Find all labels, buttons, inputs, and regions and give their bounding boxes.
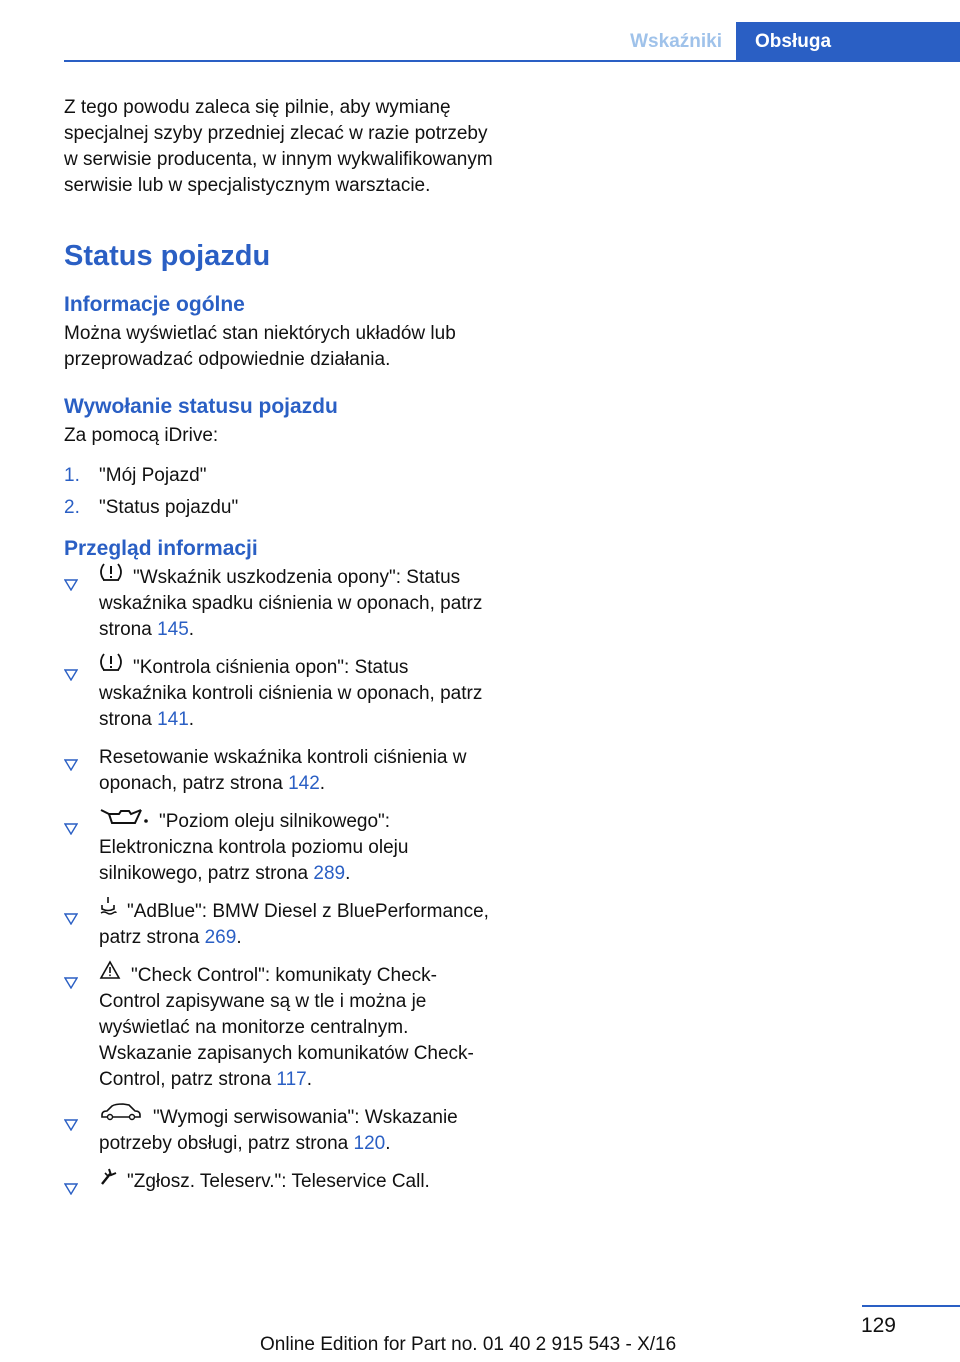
overview-item-end: . <box>236 927 242 949</box>
overview-item-text: "Check Control": komunikaty Check-Control zapisywane są w tle i można je wyświetlać na monitorze centralnym. Wskazanie zapisanych komunikatów Check-Control, patrz strona <box>99 965 474 1091</box>
page-reference-link[interactable]: 269 <box>204 927 237 949</box>
overview-item-text: "Kontrola ciśnienia opon": Status wskaźnika kontroli ciśnienia w oponach, patrz strona <box>99 657 483 731</box>
overview-heading: Przegląd informacji <box>64 537 258 560</box>
page-header <box>64 22 960 62</box>
tab-obsluga[interactable] <box>736 22 960 62</box>
warning-triangle-icon <box>99 960 121 988</box>
adblue-icon <box>99 895 117 925</box>
intro-paragraph: Z tego powodu zaleca się pilnie, aby wymianę specjalnej szyby przedniej zlecać w razie potrzeby w serwisie producenta, w innym wykwalifikowanym serwisie lub w specjalistycznym warsztacie. <box>64 97 493 196</box>
overview-item <box>64 963 494 1093</box>
bullet-triangle-icon <box>64 573 78 585</box>
step-text: "Status pojazdu" <box>99 497 239 518</box>
overview-item <box>64 1169 494 1195</box>
header-rule <box>64 60 960 62</box>
overview-item <box>64 1105 494 1157</box>
page-reference-link[interactable]: 145 <box>157 619 189 641</box>
section-title: Status pojazdu <box>64 240 271 272</box>
service-car-icon <box>99 1102 143 1130</box>
step-text: "Mój Pojazd" <box>99 465 207 486</box>
page-reference-link[interactable]: 289 <box>313 863 346 885</box>
overview-item-end: . <box>306 1069 312 1091</box>
overview-item-text: "Zgłosz. Teleserv.": Teleservice Call. <box>127 1171 430 1193</box>
overview-item-end: . <box>319 773 326 795</box>
overview-item <box>64 809 494 887</box>
call-status-heading: Wywołanie statusu pojazdu <box>64 395 338 418</box>
bullet-triangle-icon <box>64 971 78 983</box>
step-item <box>64 463 494 489</box>
oil-can-icon <box>99 805 149 835</box>
overview-list <box>64 565 494 1195</box>
page-number: 129 <box>860 1314 896 1337</box>
overview-item-text: Resetowanie wskaźnika kontroli ciśnienia w oponach, patrz strona <box>99 747 467 795</box>
page-content <box>64 95 494 1215</box>
tire-pressure-warning-icon <box>99 561 123 591</box>
bullet-triangle-icon <box>64 907 78 919</box>
tab-wskazniki[interactable]: Wskaźniki <box>630 31 722 52</box>
general-heading: Informacje ogólne <box>64 293 245 316</box>
overview-item-text: "Wskaźnik uszkodzenia opony": Status wskaźnika spadku ciśnienia w oponach, patrz strona <box>99 567 483 641</box>
bullet-triangle-icon <box>64 753 78 765</box>
wrench-icon <box>99 1166 117 1194</box>
overview-item-end: . <box>188 709 195 731</box>
overview-item <box>64 655 494 733</box>
overview-item-end: . <box>385 1133 391 1155</box>
overview-item-text: "Wymogi serwisowania": Wskazanie potrzeby obsługi, patrz strona <box>99 1107 458 1155</box>
step-number: 1. <box>64 465 80 486</box>
overview-item-text: "AdBlue": BMW Diesel z BluePerformance, patrz strona <box>99 901 489 949</box>
step-number: 2. <box>64 497 80 518</box>
overview-item <box>64 899 494 951</box>
page-reference-link[interactable]: 117 <box>276 1069 307 1091</box>
overview-item-end: . <box>188 619 195 641</box>
page-reference-link[interactable]: 141 <box>157 709 189 731</box>
page-reference-link[interactable]: 142 <box>288 773 320 795</box>
bullet-triangle-icon <box>64 1177 78 1189</box>
edition-text: Online Edition for Part no. 01 40 2 915 543 - X/16 <box>260 1334 677 1355</box>
bullet-triangle-icon <box>64 1113 78 1125</box>
overview-item-text: "Poziom oleju silnikowego": Elektroniczna kontrola poziomu oleju silnikowego, patrz strona <box>99 811 409 885</box>
overview-item-end: . <box>345 863 351 885</box>
bullet-triangle-icon <box>64 817 78 829</box>
tire-pressure-warning-icon <box>99 651 123 681</box>
step-item <box>64 495 494 521</box>
overview-item <box>64 565 494 643</box>
bullet-triangle-icon <box>64 663 78 675</box>
overview-item <box>64 745 494 797</box>
tab-obsluga-label: Obsługa <box>755 31 832 52</box>
footer-rule <box>862 1305 960 1307</box>
general-text: Można wyświetlać stan niektórych układów lub przeprowadzać odpowiednie działania. <box>64 323 456 370</box>
page-reference-link[interactable]: 120 <box>353 1133 386 1155</box>
call-status-text: Za pomocą iDrive: <box>64 425 219 446</box>
steps-list <box>64 463 494 521</box>
